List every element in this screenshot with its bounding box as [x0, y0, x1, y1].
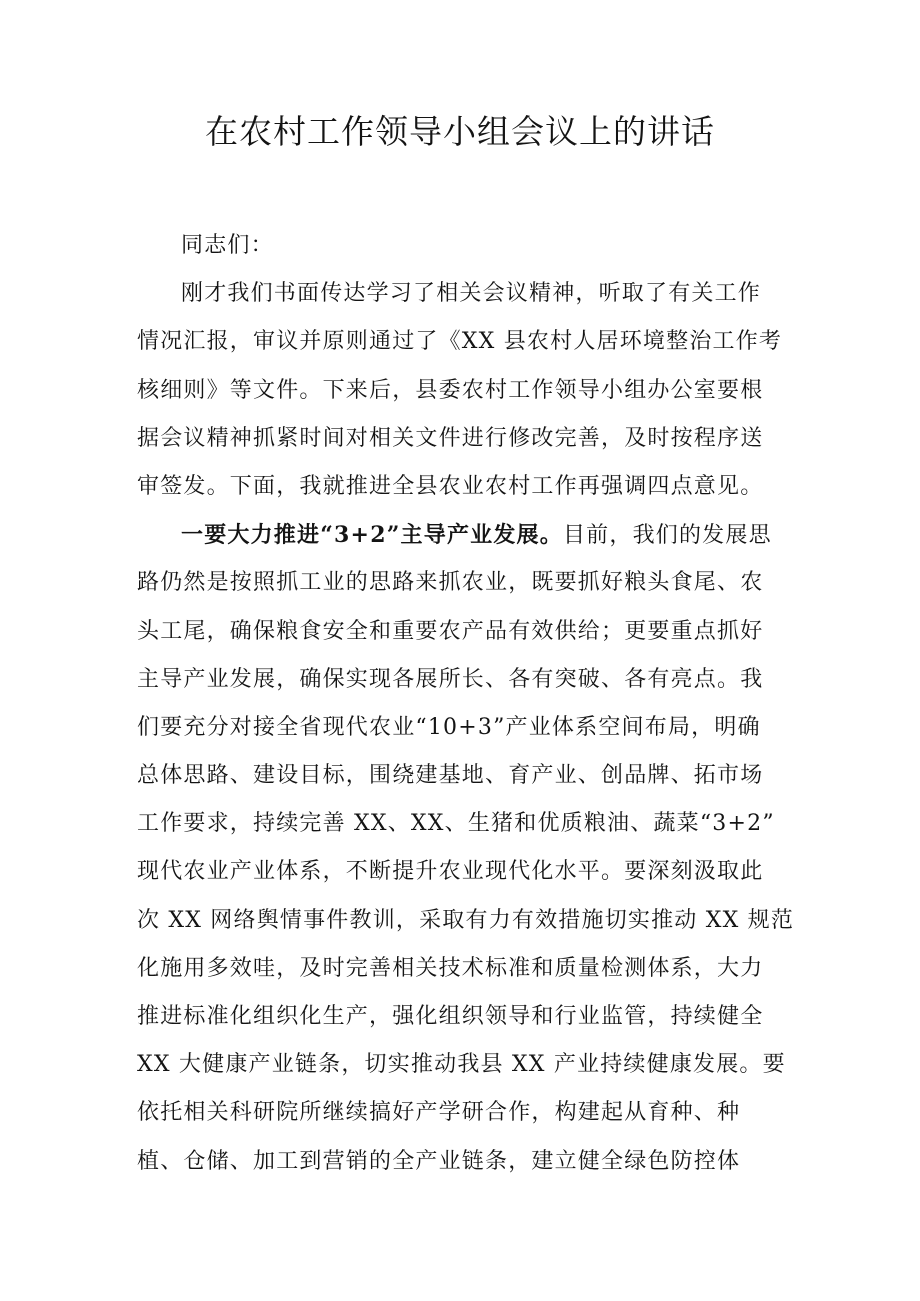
paragraph-2-line: 主导产业发展，确保实现各展所长、各有突破、各有亮点。我: [137, 666, 764, 692]
paragraph-2-line: 工作要求，持续完善 XX、XX、生猪和优质粮油、蔬菜“3+2”: [137, 811, 775, 837]
paragraph-2-line: 依托相关科研院所继续搞好产学研合作，构建起从育种、种: [137, 1100, 741, 1126]
paragraph-2-line: 植、仓储、加工到营销的全产业链条，建立健全绿色防控体: [137, 1148, 741, 1174]
document-body: [137, 222, 795, 1186]
paragraph-2-line: 目前，我们的发展思: [562, 523, 772, 549]
paragraph-2-line: 路仍然是按照抓工业的思路来抓农业，既要抓好粮头食尾、农: [137, 570, 764, 596]
paragraph-2-line: 头工尾，确保粮食安全和重要农产品有效供给；更要重点抓好: [137, 618, 764, 644]
paragraph-2-line: 现代农业产业体系，不断提升农业现代化水平。要深刻汲取此: [137, 859, 764, 885]
paragraph-2-line: 们要充分对接全省现代农业“10+3”产业体系空间布局，明确: [137, 714, 761, 740]
paragraph-1-line: 情况汇报，审议并原则通过了《XX 县农村人居环境整治工作考: [137, 329, 783, 355]
document-title: 在农村工作领导小组会议上的讲话: [205, 112, 715, 151]
greeting: 同志们：: [181, 233, 274, 258]
paragraph-1-line: 据会议精神抓紧时间对相关文件进行修改完善，及时按程序送: [137, 425, 764, 451]
paragraph-2-first-line: [137, 511, 777, 559]
paragraph-2-line: 化施用多效哇，及时完善相关技术标准和质量检测体系，大力: [137, 955, 764, 981]
paragraph-1-line: 刚才我们书面传达学习了相关会议精神，听取了有关工作: [181, 281, 762, 307]
paragraph-2-line: 推进标准化组织化生产，强化组织领导和行业监管，持续健全: [137, 1004, 764, 1029]
paragraph-2-line: 次 XX 网络舆情事件教训，采取有力有效措施切实推动 XX 规范: [137, 907, 795, 933]
section-heading: 一要大力推进“3+2”主导产业发展。: [181, 522, 563, 549]
paragraph-2-line: XX 大健康产业链条，切实推动我县 XX 产业持续健康发展。要: [137, 1052, 786, 1078]
paragraph-1-line: 审签发。下面，我就推进全县农业农村工作再强调四点意见。: [137, 473, 764, 499]
paragraph-1-line: 核细则》等文件。下来后，县委农村工作领导小组办公室要根: [137, 377, 764, 403]
paragraph-2-line: 总体思路、建设目标，围绕建基地、育产业、创品牌、拓市场: [137, 763, 764, 789]
